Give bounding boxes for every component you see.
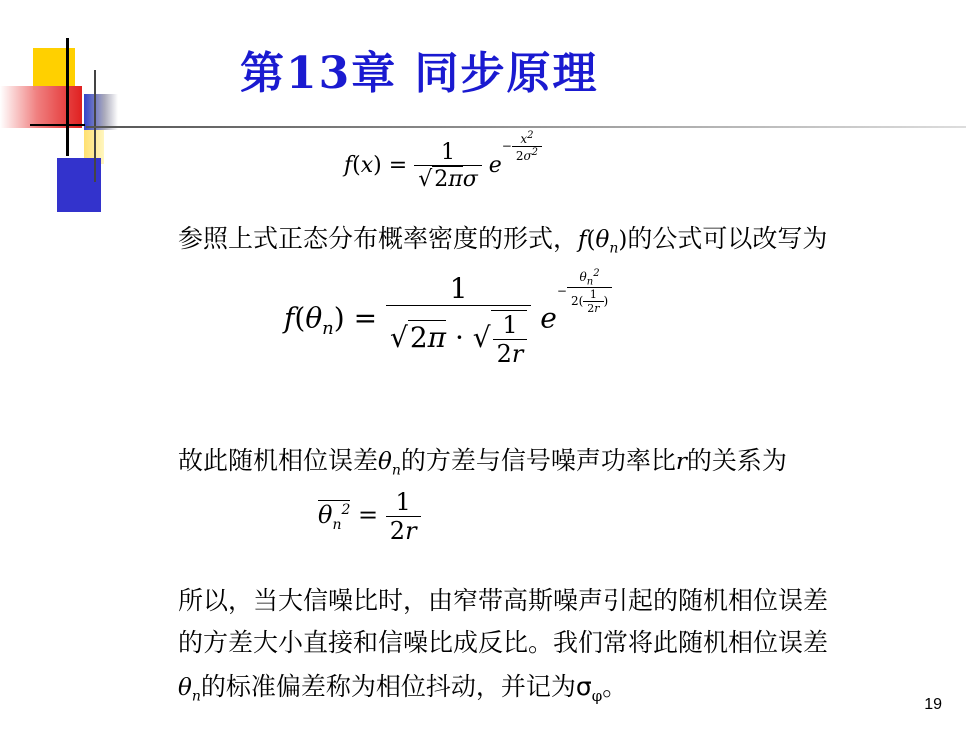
- equation-normal-pdf: f(x) = $\frac{1}{√2\pi\sigma}$ $e^{- \frac{x^2}{2\sigma^2}}$: [344, 140, 542, 192]
- decor-red-bar: [0, 86, 82, 128]
- paragraph-3-line-2: 的方差大小直接和信噪比成反比。我们常将此随机相位误差: [178, 628, 829, 657]
- paragraph-2: 故此随机相位误差$\theta_n$的方差与信号噪声功率比r的关系为: [178, 446, 787, 479]
- paragraph-3-line-1: 所以，当大信噪比时，由窄带高斯噪声引起的随机相位误差: [178, 586, 829, 615]
- decor-horizontal-line: [30, 124, 85, 126]
- page-number: 19: [924, 696, 942, 713]
- equation-variance: $\theta_n^2$ = $\frac{1}{2r}$: [318, 488, 421, 545]
- paragraph-3-line-3: $\theta_n$的标准偏差称为相位抖动，并记为$\sigma_\varphi$。: [178, 672, 628, 705]
- decor-blue-fade: [84, 94, 118, 130]
- page-title: 第13章 同步原理: [240, 48, 599, 99]
- decor-vertical-line: [66, 38, 69, 156]
- equation-phase-pdf: $f(\theta_n)$ = 1 √2π · √ $\frac{1}{2r}$ $e^{- \theta_n^2 2( \frac{1}{2r} )}$: [284, 272, 612, 368]
- paragraph-1: 参照上式正态分布概率密度的形式，$f(\theta_n)$的公式可以改写为: [178, 224, 828, 257]
- title-rule: [86, 126, 966, 128]
